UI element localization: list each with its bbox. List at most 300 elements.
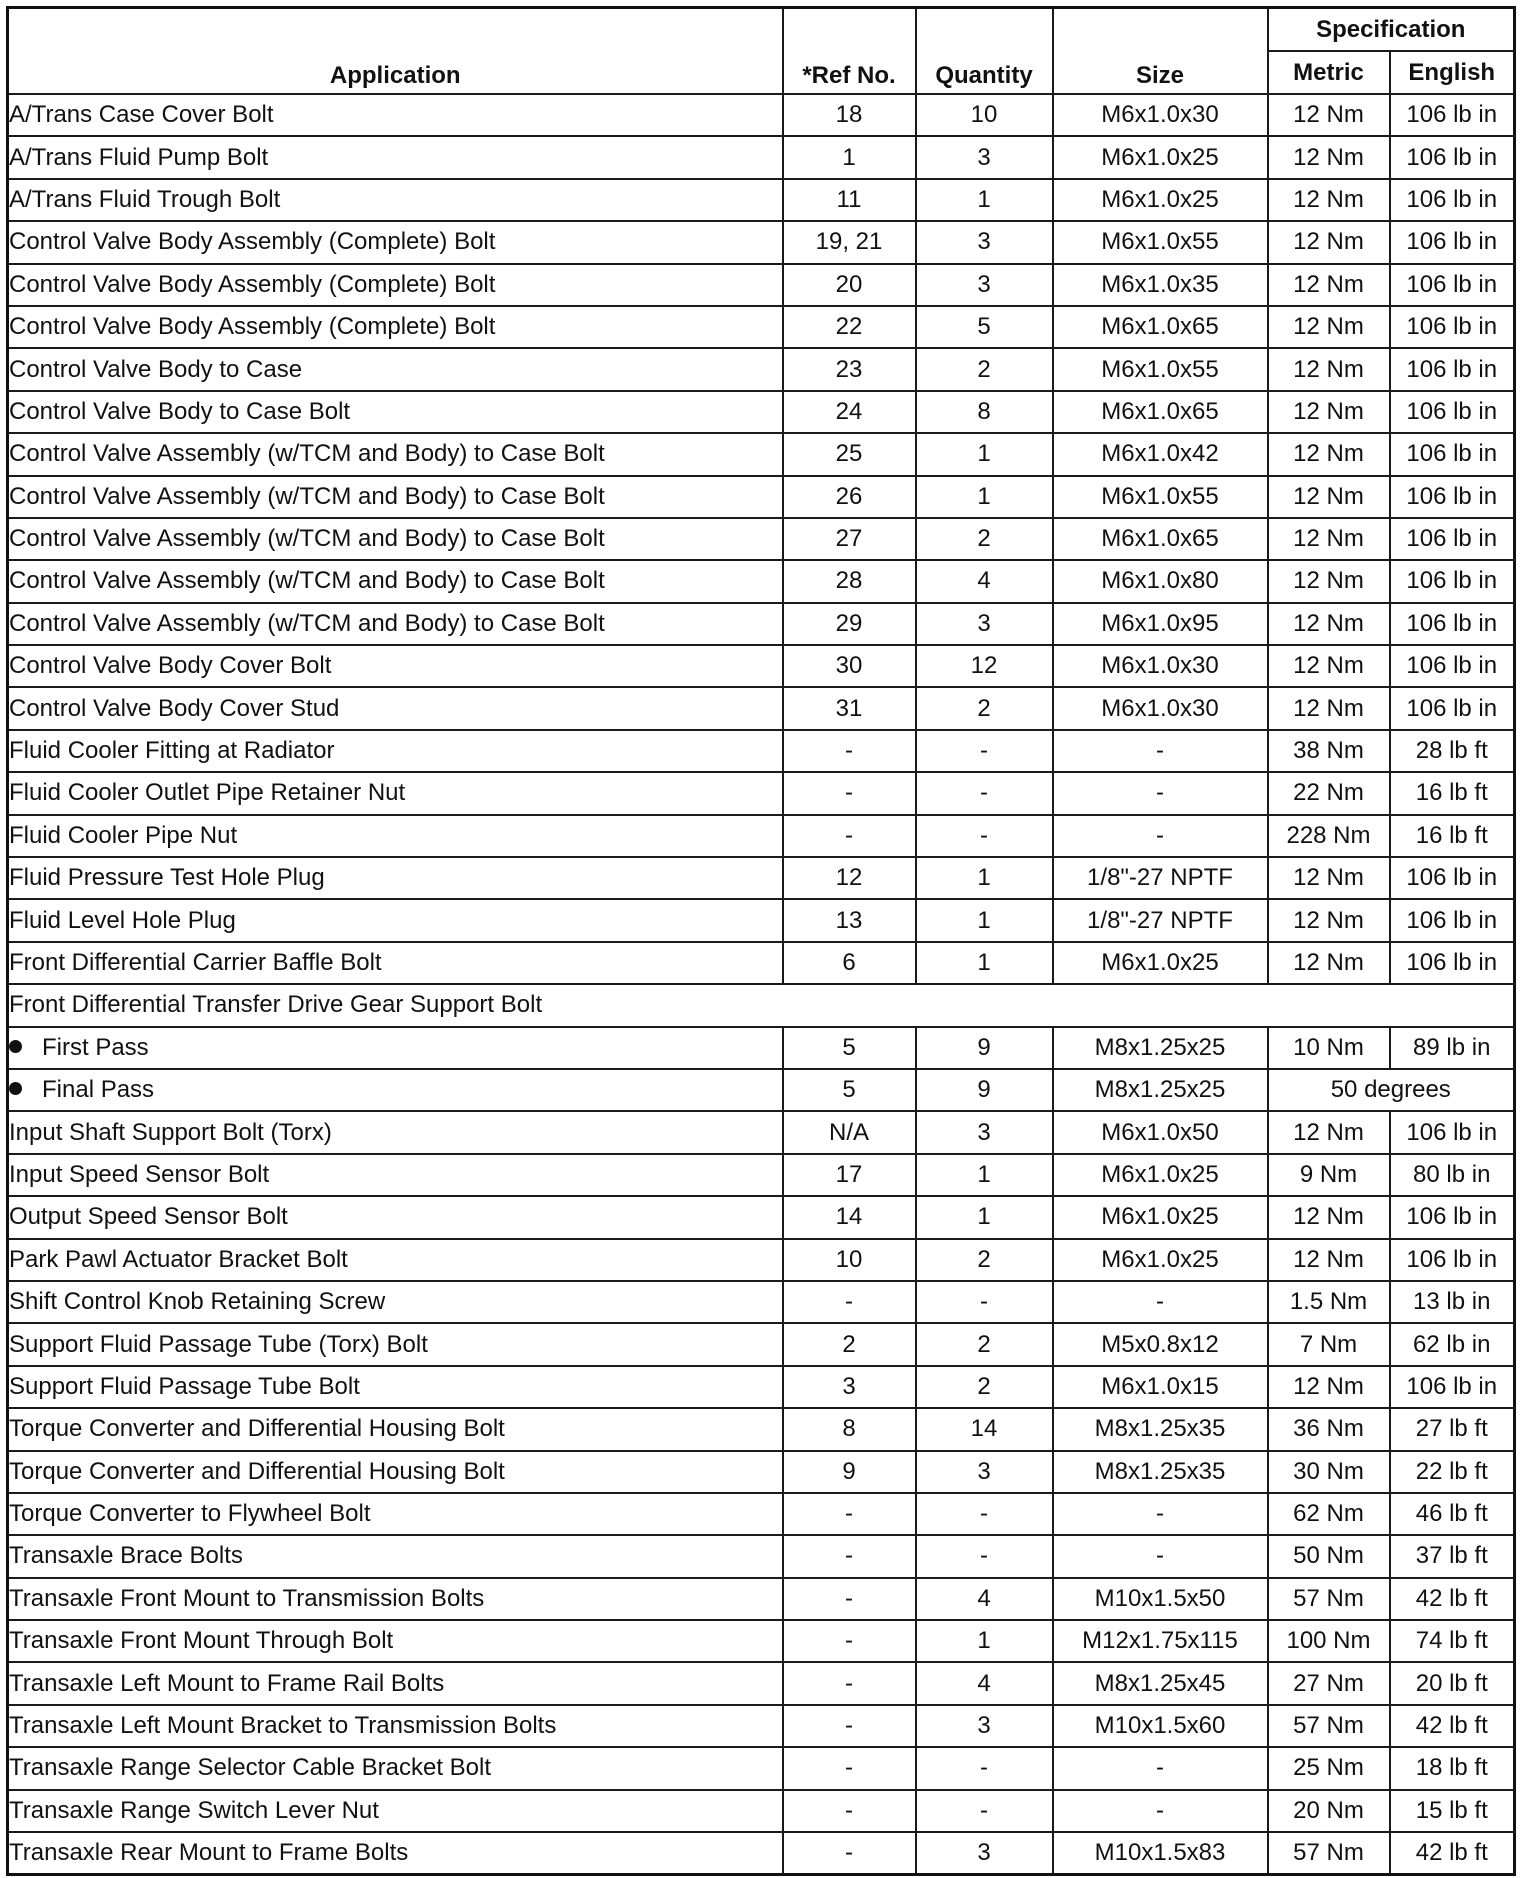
cell-metric: 12 Nm (1268, 221, 1390, 263)
cell-ref-no: 14 (783, 1196, 916, 1238)
cell-metric: 50 Nm (1268, 1535, 1390, 1577)
cell-english: 27 lb ft (1390, 1408, 1515, 1450)
cell-application: Fluid Cooler Outlet Pipe Retainer Nut (8, 772, 783, 814)
cell-ref-no: 26 (783, 476, 916, 518)
cell-ref-no: 29 (783, 603, 916, 645)
cell-size: 1/8"-27 NPTF (1053, 857, 1268, 899)
cell-ref-no: 11 (783, 179, 916, 221)
cell-application: Control Valve Body to Case (8, 348, 783, 390)
cell-quantity: 2 (916, 348, 1053, 390)
cell-english: 106 lb in (1390, 1196, 1515, 1238)
cell-application: A/Trans Fluid Trough Bolt (8, 179, 783, 221)
cell-metric: 12 Nm (1268, 518, 1390, 560)
table-body-1 (8, 94, 1515, 984)
header-row-top (8, 8, 1515, 52)
cell-quantity: 3 (916, 264, 1053, 306)
cell-ref-no: 1 (783, 136, 916, 178)
cell-english: 106 lb in (1390, 476, 1515, 518)
cell-metric: 12 Nm (1268, 348, 1390, 390)
table-row (8, 1790, 1515, 1832)
cell-english: 106 lb in (1390, 1239, 1515, 1281)
first-pass-metric: 10 Nm (1268, 1027, 1390, 1069)
cell-metric: 27 Nm (1268, 1662, 1390, 1704)
cell-metric: 12 Nm (1268, 1239, 1390, 1281)
cell-size: M6x1.0x65 (1053, 306, 1268, 348)
cell-size: M6x1.0x65 (1053, 391, 1268, 433)
table-row (8, 1408, 1515, 1450)
cell-application: Torque Converter to Flywheel Bolt (8, 1493, 783, 1535)
cell-ref-no: 10 (783, 1239, 916, 1281)
cell-metric: 22 Nm (1268, 772, 1390, 814)
table-row (8, 942, 1515, 984)
table-row (8, 94, 1515, 136)
cell-quantity: - (916, 1747, 1053, 1789)
cell-ref-no: 6 (783, 942, 916, 984)
cell-ref-no: 2 (783, 1323, 916, 1365)
cell-size: 1/8"-27 NPTF (1053, 899, 1268, 941)
cell-quantity: - (916, 1535, 1053, 1577)
cell-ref-no: 9 (783, 1451, 916, 1493)
cell-application: Transaxle Front Mount to Transmission Bolts (8, 1578, 783, 1620)
table-row (8, 221, 1515, 263)
cell-metric: 12 Nm (1268, 1196, 1390, 1238)
cell-ref-no: 23 (783, 348, 916, 390)
group-application: Front Differential Transfer Drive Gear Support Bolt (8, 984, 1515, 1026)
cell-english: 106 lb in (1390, 603, 1515, 645)
cell-quantity: - (916, 730, 1053, 772)
cell-quantity: 1 (916, 942, 1053, 984)
final-pass-qty: 9 (916, 1069, 1053, 1111)
table-row (8, 815, 1515, 857)
cell-application: Output Speed Sensor Bolt (8, 1196, 783, 1238)
cell-ref-no: 27 (783, 518, 916, 560)
cell-metric: 12 Nm (1268, 306, 1390, 348)
cell-metric: 12 Nm (1268, 603, 1390, 645)
cell-quantity: 3 (916, 221, 1053, 263)
cell-ref-no: - (783, 1790, 916, 1832)
cell-size: - (1053, 730, 1268, 772)
cell-english: 106 lb in (1390, 857, 1515, 899)
cell-english: 42 lb ft (1390, 1578, 1515, 1620)
cell-application: Shift Control Knob Retaining Screw (8, 1281, 783, 1323)
header-quantity: Quantity (916, 8, 1053, 95)
cell-quantity: 1 (916, 179, 1053, 221)
final-pass-label: Final Pass (42, 1076, 155, 1104)
cell-english: 106 lb in (1390, 1366, 1515, 1408)
table-row (8, 348, 1515, 390)
cell-metric: 57 Nm (1268, 1832, 1390, 1875)
table-row (8, 1747, 1515, 1789)
cell-ref-no: 25 (783, 433, 916, 475)
cell-application: Input Shaft Support Bolt (Torx) (8, 1111, 783, 1153)
cell-metric: 12 Nm (1268, 264, 1390, 306)
cell-english: 42 lb ft (1390, 1832, 1515, 1875)
cell-english: 106 lb in (1390, 1111, 1515, 1153)
cell-ref-no: - (783, 1535, 916, 1577)
first-pass-size: M8x1.25x25 (1053, 1027, 1268, 1069)
table-row (8, 1239, 1515, 1281)
cell-application: Transaxle Front Mount Through Bolt (8, 1620, 783, 1662)
cell-ref-no: 13 (783, 899, 916, 941)
cell-size: M6x1.0x25 (1053, 1196, 1268, 1238)
cell-english: 106 lb in (1390, 560, 1515, 602)
final-pass-cell (8, 1069, 783, 1111)
cell-ref-no: - (783, 1832, 916, 1875)
header-specification: Specification (1268, 8, 1515, 52)
cell-ref-no: - (783, 1281, 916, 1323)
cell-metric: 12 Nm (1268, 645, 1390, 687)
table-row (8, 1662, 1515, 1704)
cell-ref-no: 18 (783, 94, 916, 136)
cell-size: M6x1.0x50 (1053, 1111, 1268, 1153)
cell-size: M6x1.0x25 (1053, 179, 1268, 221)
cell-english: 106 lb in (1390, 264, 1515, 306)
cell-quantity: 12 (916, 645, 1053, 687)
cell-metric: 25 Nm (1268, 1747, 1390, 1789)
cell-size: M6x1.0x95 (1053, 603, 1268, 645)
cell-size: M10x1.5x50 (1053, 1578, 1268, 1620)
cell-size: - (1053, 1493, 1268, 1535)
cell-application: Control Valve Assembly (w/TCM and Body) to Case Bolt (8, 433, 783, 475)
cell-english: 16 lb ft (1390, 772, 1515, 814)
cell-application: Torque Converter and Differential Housing Bolt (8, 1408, 783, 1450)
header-size: Size (1053, 8, 1268, 95)
torque-spec-table (6, 6, 1516, 1876)
cell-english: 15 lb ft (1390, 1790, 1515, 1832)
cell-ref-no: 28 (783, 560, 916, 602)
cell-size: M6x1.0x15 (1053, 1366, 1268, 1408)
cell-application: A/Trans Fluid Pump Bolt (8, 136, 783, 178)
cell-quantity: 2 (916, 1239, 1053, 1281)
final-pass-spec: 50 degrees (1268, 1069, 1515, 1111)
cell-quantity: 4 (916, 560, 1053, 602)
cell-english: 106 lb in (1390, 645, 1515, 687)
cell-application: Transaxle Rear Mount to Frame Bolts (8, 1832, 783, 1875)
cell-ref-no: 3 (783, 1366, 916, 1408)
cell-size: - (1053, 772, 1268, 814)
cell-application: Transaxle Range Switch Lever Nut (8, 1790, 783, 1832)
cell-size: M6x1.0x30 (1053, 94, 1268, 136)
first-pass-qty: 9 (916, 1027, 1053, 1069)
cell-english: 37 lb ft (1390, 1535, 1515, 1577)
header-metric: Metric (1268, 51, 1390, 94)
cell-application: Transaxle Brace Bolts (8, 1535, 783, 1577)
cell-size: - (1053, 1747, 1268, 1789)
cell-quantity: 3 (916, 136, 1053, 178)
cell-ref-no: 31 (783, 687, 916, 729)
cell-english: 16 lb ft (1390, 815, 1515, 857)
table-row (8, 560, 1515, 602)
cell-ref-no: - (783, 730, 916, 772)
table-row (8, 1451, 1515, 1493)
cell-size: M6x1.0x65 (1053, 518, 1268, 560)
table-row (8, 772, 1515, 814)
cell-size: M6x1.0x35 (1053, 264, 1268, 306)
cell-size: - (1053, 1535, 1268, 1577)
cell-application: Control Valve Assembly (w/TCM and Body) to Case Bolt (8, 518, 783, 560)
table-row (8, 1196, 1515, 1238)
cell-english: 22 lb ft (1390, 1451, 1515, 1493)
cell-quantity: 1 (916, 857, 1053, 899)
cell-size: M6x1.0x30 (1053, 687, 1268, 729)
cell-ref-no: N/A (783, 1111, 916, 1153)
cell-application: Control Valve Body Assembly (Complete) Bolt (8, 306, 783, 348)
cell-size: M10x1.5x60 (1053, 1705, 1268, 1747)
cell-english: 106 lb in (1390, 518, 1515, 560)
cell-metric: 12 Nm (1268, 433, 1390, 475)
cell-quantity: 1 (916, 899, 1053, 941)
cell-metric: 228 Nm (1268, 815, 1390, 857)
cell-ref-no: - (783, 1493, 916, 1535)
cell-size: - (1053, 1790, 1268, 1832)
table-row (8, 1111, 1515, 1153)
cell-quantity: 3 (916, 1832, 1053, 1875)
table-row (8, 1832, 1515, 1875)
cell-metric: 20 Nm (1268, 1790, 1390, 1832)
cell-application: Control Valve Body to Case Bolt (8, 391, 783, 433)
cell-application: Control Valve Body Assembly (Complete) Bolt (8, 221, 783, 263)
cell-application: Control Valve Body Cover Stud (8, 687, 783, 729)
cell-size: M6x1.0x25 (1053, 1154, 1268, 1196)
cell-quantity: 1 (916, 1196, 1053, 1238)
cell-quantity: 8 (916, 391, 1053, 433)
cell-quantity: 10 (916, 94, 1053, 136)
cell-metric: 12 Nm (1268, 179, 1390, 221)
cell-quantity: 14 (916, 1408, 1053, 1450)
header-application: Application (8, 8, 783, 95)
table-row (8, 1154, 1515, 1196)
table-row (8, 1366, 1515, 1408)
cell-size: M6x1.0x30 (1053, 645, 1268, 687)
cell-metric: 57 Nm (1268, 1578, 1390, 1620)
cell-quantity: 4 (916, 1662, 1053, 1704)
cell-english: 106 lb in (1390, 94, 1515, 136)
cell-metric: 36 Nm (1268, 1408, 1390, 1450)
cell-metric: 38 Nm (1268, 730, 1390, 772)
group-row-first-pass (8, 1027, 1515, 1069)
cell-application: Control Valve Assembly (w/TCM and Body) to Case Bolt (8, 560, 783, 602)
table-row (8, 518, 1515, 560)
cell-quantity: 2 (916, 1323, 1053, 1365)
cell-metric: 12 Nm (1268, 899, 1390, 941)
cell-english: 106 lb in (1390, 433, 1515, 475)
cell-ref-no: 22 (783, 306, 916, 348)
cell-ref-no: 19, 21 (783, 221, 916, 263)
cell-quantity: 2 (916, 1366, 1053, 1408)
cell-size: M6x1.0x55 (1053, 221, 1268, 263)
first-pass-cell (8, 1027, 783, 1069)
cell-ref-no: 24 (783, 391, 916, 433)
cell-size: M8x1.25x45 (1053, 1662, 1268, 1704)
first-pass-english: 89 lb in (1390, 1027, 1515, 1069)
table-row (8, 476, 1515, 518)
table-row (8, 1705, 1515, 1747)
cell-metric: 57 Nm (1268, 1705, 1390, 1747)
cell-quantity: 2 (916, 687, 1053, 729)
cell-application: Transaxle Left Mount Bracket to Transmission Bolts (8, 1705, 783, 1747)
cell-application: Fluid Cooler Pipe Nut (8, 815, 783, 857)
cell-size: M6x1.0x25 (1053, 136, 1268, 178)
cell-metric: 12 Nm (1268, 942, 1390, 984)
bullet-icon (9, 1040, 22, 1053)
cell-application: Park Pawl Actuator Bracket Bolt (8, 1239, 783, 1281)
cell-ref-no: - (783, 1662, 916, 1704)
cell-quantity: - (916, 1493, 1053, 1535)
cell-metric: 12 Nm (1268, 857, 1390, 899)
cell-quantity: 3 (916, 603, 1053, 645)
cell-metric: 100 Nm (1268, 1620, 1390, 1662)
cell-quantity: 3 (916, 1451, 1053, 1493)
cell-metric: 12 Nm (1268, 94, 1390, 136)
cell-english: 106 lb in (1390, 179, 1515, 221)
first-pass-label: First Pass (42, 1033, 149, 1061)
cell-application: Transaxle Range Selector Cable Bracket Bolt (8, 1747, 783, 1789)
cell-application: Front Differential Carrier Baffle Bolt (8, 942, 783, 984)
cell-metric: 12 Nm (1268, 687, 1390, 729)
cell-quantity: 4 (916, 1578, 1053, 1620)
table-row (8, 1281, 1515, 1323)
cell-ref-no: 8 (783, 1408, 916, 1450)
cell-application: Control Valve Body Cover Bolt (8, 645, 783, 687)
table-row (8, 1323, 1515, 1365)
cell-ref-no: - (783, 1620, 916, 1662)
table-row (8, 645, 1515, 687)
cell-size: M6x1.0x42 (1053, 433, 1268, 475)
cell-ref-no: - (783, 1705, 916, 1747)
cell-application: Support Fluid Passage Tube (Torx) Bolt (8, 1323, 783, 1365)
cell-ref-no: 30 (783, 645, 916, 687)
table-row (8, 603, 1515, 645)
cell-ref-no: 20 (783, 264, 916, 306)
cell-english: 106 lb in (1390, 687, 1515, 729)
cell-english: 106 lb in (1390, 391, 1515, 433)
first-pass-ref: 5 (783, 1027, 916, 1069)
group-rows (8, 984, 1515, 1111)
header-english: English (1390, 51, 1515, 94)
cell-size: M12x1.75x115 (1053, 1620, 1268, 1662)
cell-english: 106 lb in (1390, 136, 1515, 178)
cell-english: 106 lb in (1390, 221, 1515, 263)
table-body-2 (8, 1111, 1515, 1875)
table-row (8, 179, 1515, 221)
cell-application: Fluid Level Hole Plug (8, 899, 783, 941)
cell-quantity: - (916, 1790, 1053, 1832)
cell-application: Fluid Pressure Test Hole Plug (8, 857, 783, 899)
cell-size: M6x1.0x25 (1053, 942, 1268, 984)
cell-english: 13 lb in (1390, 1281, 1515, 1323)
final-pass-size: M8x1.25x25 (1053, 1069, 1268, 1111)
table-row (8, 857, 1515, 899)
cell-metric: 30 Nm (1268, 1451, 1390, 1493)
cell-quantity: - (916, 772, 1053, 814)
cell-ref-no: - (783, 772, 916, 814)
cell-size: M6x1.0x55 (1053, 476, 1268, 518)
cell-size: M8x1.25x35 (1053, 1408, 1268, 1450)
cell-size: - (1053, 815, 1268, 857)
cell-metric: 12 Nm (1268, 391, 1390, 433)
cell-english: 28 lb ft (1390, 730, 1515, 772)
cell-application: Torque Converter and Differential Housing Bolt (8, 1451, 783, 1493)
cell-metric: 12 Nm (1268, 560, 1390, 602)
cell-english: 80 lb in (1390, 1154, 1515, 1196)
cell-english: 42 lb ft (1390, 1705, 1515, 1747)
cell-quantity: 3 (916, 1111, 1053, 1153)
cell-ref-no: 12 (783, 857, 916, 899)
table-row (8, 1578, 1515, 1620)
cell-size: M6x1.0x55 (1053, 348, 1268, 390)
cell-size: - (1053, 1281, 1268, 1323)
cell-metric: 12 Nm (1268, 476, 1390, 518)
cell-english: 106 lb in (1390, 942, 1515, 984)
cell-english: 106 lb in (1390, 348, 1515, 390)
table-row (8, 391, 1515, 433)
cell-size: M6x1.0x25 (1053, 1239, 1268, 1281)
cell-application: A/Trans Case Cover Bolt (8, 94, 783, 136)
cell-size: M10x1.5x83 (1053, 1832, 1268, 1875)
bullet-icon (9, 1082, 22, 1095)
cell-application: Control Valve Assembly (w/TCM and Body) to Case Bolt (8, 476, 783, 518)
cell-ref-no: - (783, 815, 916, 857)
cell-english: 18 lb ft (1390, 1747, 1515, 1789)
cell-quantity: 1 (916, 476, 1053, 518)
cell-metric: 12 Nm (1268, 136, 1390, 178)
cell-english: 106 lb in (1390, 306, 1515, 348)
cell-english: 106 lb in (1390, 899, 1515, 941)
cell-application: Input Speed Sensor Bolt (8, 1154, 783, 1196)
cell-application: Support Fluid Passage Tube Bolt (8, 1366, 783, 1408)
cell-quantity: 3 (916, 1705, 1053, 1747)
table-row (8, 899, 1515, 941)
cell-metric: 7 Nm (1268, 1323, 1390, 1365)
cell-metric: 1.5 Nm (1268, 1281, 1390, 1323)
group-header-row (8, 984, 1515, 1026)
cell-quantity: 2 (916, 518, 1053, 560)
table-row (8, 306, 1515, 348)
final-pass-ref: 5 (783, 1069, 916, 1111)
cell-ref-no: - (783, 1578, 916, 1620)
cell-application: Transaxle Left Mount to Frame Rail Bolts (8, 1662, 783, 1704)
cell-quantity: 5 (916, 306, 1053, 348)
table-row (8, 136, 1515, 178)
cell-size: M6x1.0x80 (1053, 560, 1268, 602)
cell-metric: 12 Nm (1268, 1366, 1390, 1408)
cell-application: Fluid Cooler Fitting at Radiator (8, 730, 783, 772)
cell-metric: 9 Nm (1268, 1154, 1390, 1196)
cell-quantity: 1 (916, 433, 1053, 475)
cell-quantity: - (916, 1281, 1053, 1323)
table-row (8, 687, 1515, 729)
cell-ref-no: 17 (783, 1154, 916, 1196)
cell-metric: 12 Nm (1268, 1111, 1390, 1153)
cell-quantity: 1 (916, 1620, 1053, 1662)
cell-metric: 62 Nm (1268, 1493, 1390, 1535)
table-row (8, 1535, 1515, 1577)
cell-quantity: - (916, 815, 1053, 857)
cell-english: 20 lb ft (1390, 1662, 1515, 1704)
cell-size: M5x0.8x12 (1053, 1323, 1268, 1365)
group-row-final-pass (8, 1069, 1515, 1111)
cell-english: 74 lb ft (1390, 1620, 1515, 1662)
table-row (8, 433, 1515, 475)
cell-application: Control Valve Body Assembly (Complete) Bolt (8, 264, 783, 306)
header-ref-no: *Ref No. (783, 8, 916, 95)
table-row (8, 730, 1515, 772)
cell-english: 46 lb ft (1390, 1493, 1515, 1535)
cell-ref-no: - (783, 1747, 916, 1789)
cell-quantity: 1 (916, 1154, 1053, 1196)
cell-size: M8x1.25x35 (1053, 1451, 1268, 1493)
cell-application: Control Valve Assembly (w/TCM and Body) to Case Bolt (8, 603, 783, 645)
